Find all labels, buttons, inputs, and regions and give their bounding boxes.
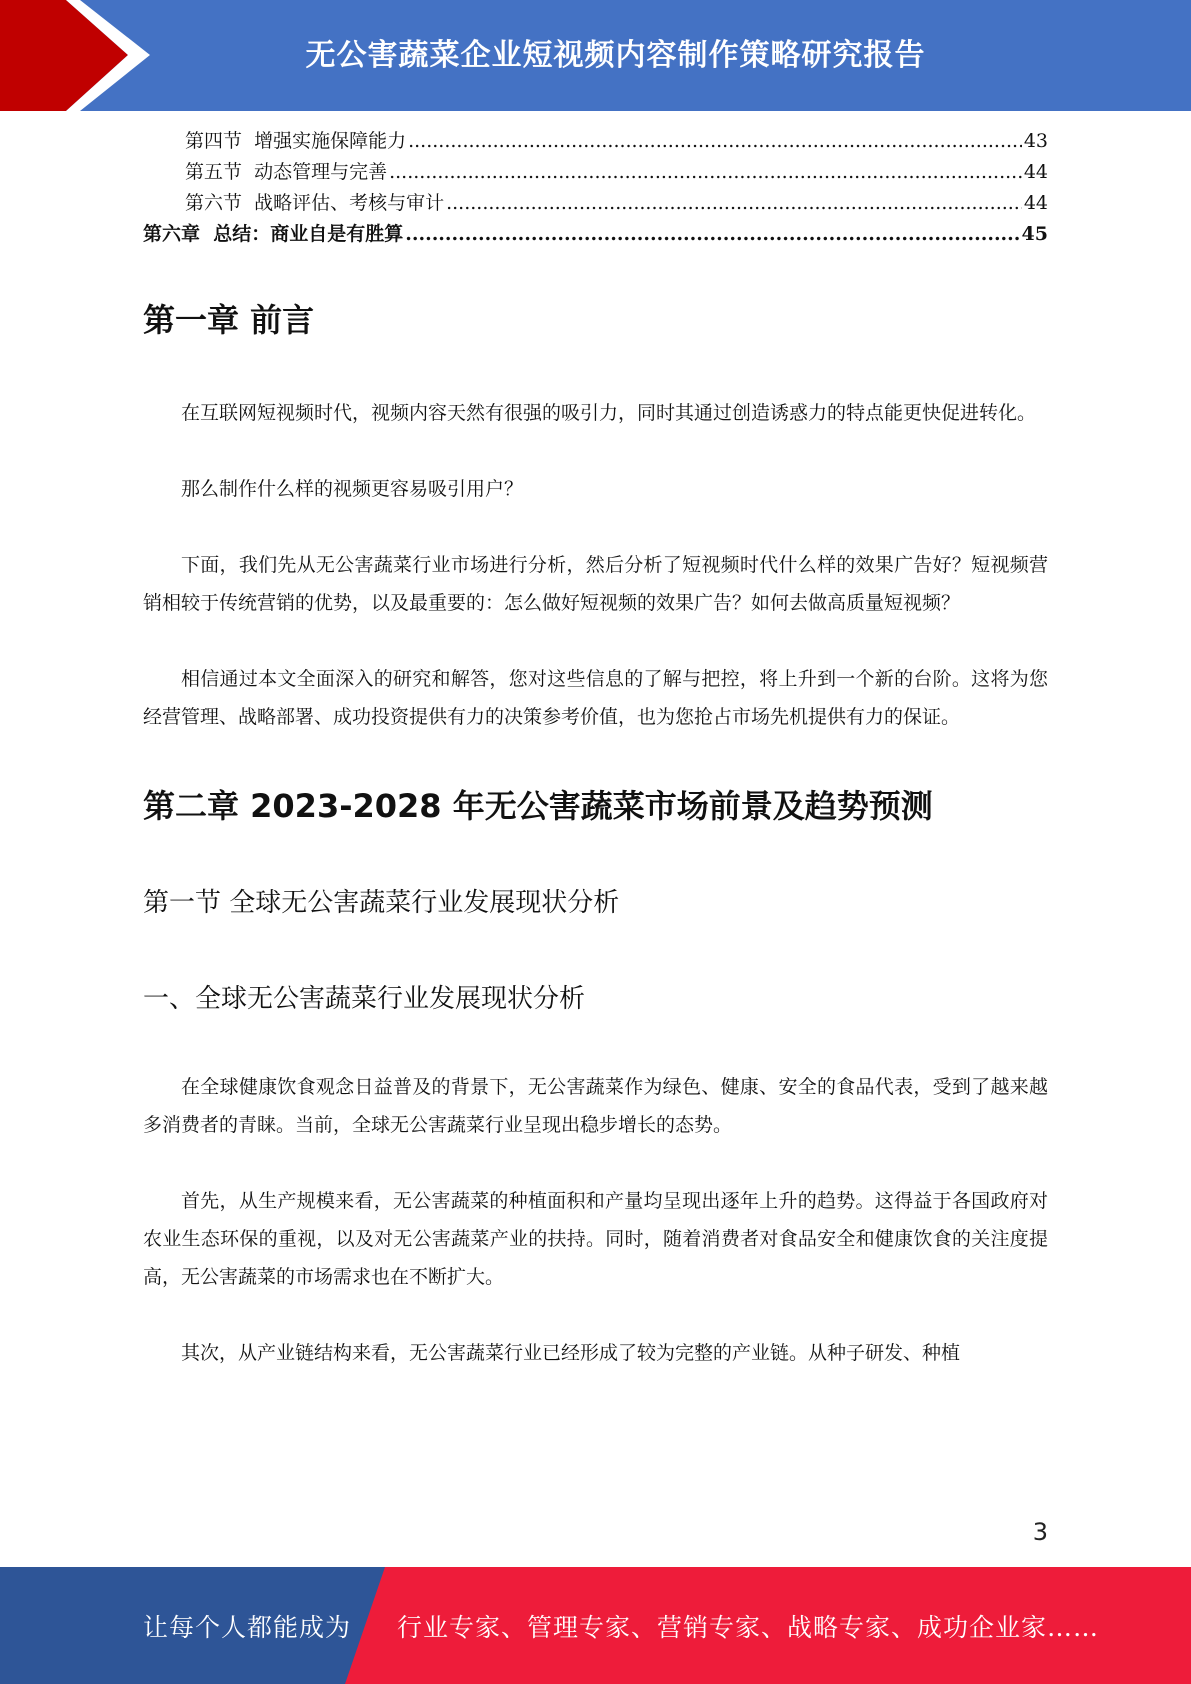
toc-entry-page: 44 xyxy=(1023,161,1048,183)
document-body xyxy=(143,126,1048,1372)
chapter2-paragraph: 其次，从产业链结构来看，无公害蔬菜行业已经形成了较为完整的产业链。从种子研发、种植 xyxy=(181,1342,961,1364)
chapter2-paragraph: 首先，从生产规模来看，无公害蔬菜的种植面积和产量均呈现出逐年上升的趋势。这得益于各国政府对农业生态环保的重视，以及对无公害蔬菜产业的扶持。同时，随着消费者对食品安全和健康饮食的关注度提高，无公害蔬菜的市场需求也在不断扩大。 xyxy=(143,1190,1048,1288)
toc-entry-page: 44 xyxy=(1023,192,1048,214)
chapter2-heading: 第二章 2023-2028 年无公害蔬菜市场前景及趋势预测 xyxy=(143,787,933,825)
page-number: 3 xyxy=(1032,1518,1048,1546)
toc-entry-page: 45 xyxy=(1021,223,1048,245)
page-footer xyxy=(0,1567,1191,1684)
chapter1-paragraph: 在互联网短视频时代，视频内容天然有很强的吸引力，同时其通过创造诱惑力的特点能更快促进转化。 xyxy=(181,402,1037,424)
toc-entry[interactable] xyxy=(143,188,1048,219)
header-title: 无公害蔬菜企业短视频内容制作策略研究报告 xyxy=(305,38,926,73)
chapter1-paragraph: 那么制作什么样的视频更容易吸引用户？ xyxy=(181,478,524,500)
toc-leader-dots xyxy=(389,161,1022,183)
toc-leader-dots xyxy=(408,130,1022,152)
chapter2-section-heading: 第一节 全球无公害蔬菜行业发展现状分析 xyxy=(143,888,620,918)
toc-entry-label: 第五节 动态管理与完善 xyxy=(185,161,388,183)
toc-leader-dots xyxy=(446,192,1022,214)
chapter2-paragraph: 在全球健康饮食观念日益普及的背景下，无公害蔬菜作为绿色、健康、安全的食品代表，受到了越来越多消费者的青睐。当前，全球无公害蔬菜行业呈现出稳步增长的态势。 xyxy=(143,1076,1048,1136)
toc-entry[interactable] xyxy=(143,126,1048,157)
toc-entry-label: 第六节 战略评估、考核与审计 xyxy=(185,192,445,214)
page-header xyxy=(0,0,1191,111)
chapter1-paragraph: 相信通过本文全面深入的研究和解答，您对这些信息的了解与把控，将上升到一个新的台阶。这将为您经营管理、战略部署、成功投资提供有力的决策参考价值，也为您抢占市场先机提供有力的保证。 xyxy=(143,668,1048,728)
toc-entry-label: 第四节 增强实施保障能力 xyxy=(185,130,407,152)
toc-entry[interactable] xyxy=(143,157,1048,188)
toc-entry-label: 第六章 总结：商业自是有胜算 xyxy=(143,223,404,245)
table-of-contents xyxy=(143,126,1048,250)
chapter1-heading: 第一章 前言 xyxy=(143,301,315,339)
footer-slogan-left: 让每个人都能成为 xyxy=(143,1612,352,1642)
toc-leader-dots xyxy=(405,223,1019,245)
toc-entry-chapter[interactable] xyxy=(143,219,1048,250)
chapter2-sub-heading: 一、全球无公害蔬菜行业发展现状分析 xyxy=(143,984,586,1014)
chapter1-paragraph: 下面，我们先从无公害蔬菜行业市场进行分析，然后分析了短视频时代什么样的效果广告好？短视频营销相较于传统营销的优势，以及最重要的：怎么做好短视频的效果广告？如何去做高质量短视频？ xyxy=(143,554,1048,614)
toc-entry-page: 43 xyxy=(1023,130,1048,152)
footer-slogan-right: 行业专家、管理专家、营销专家、战略专家、成功企业家…… xyxy=(397,1612,1100,1642)
